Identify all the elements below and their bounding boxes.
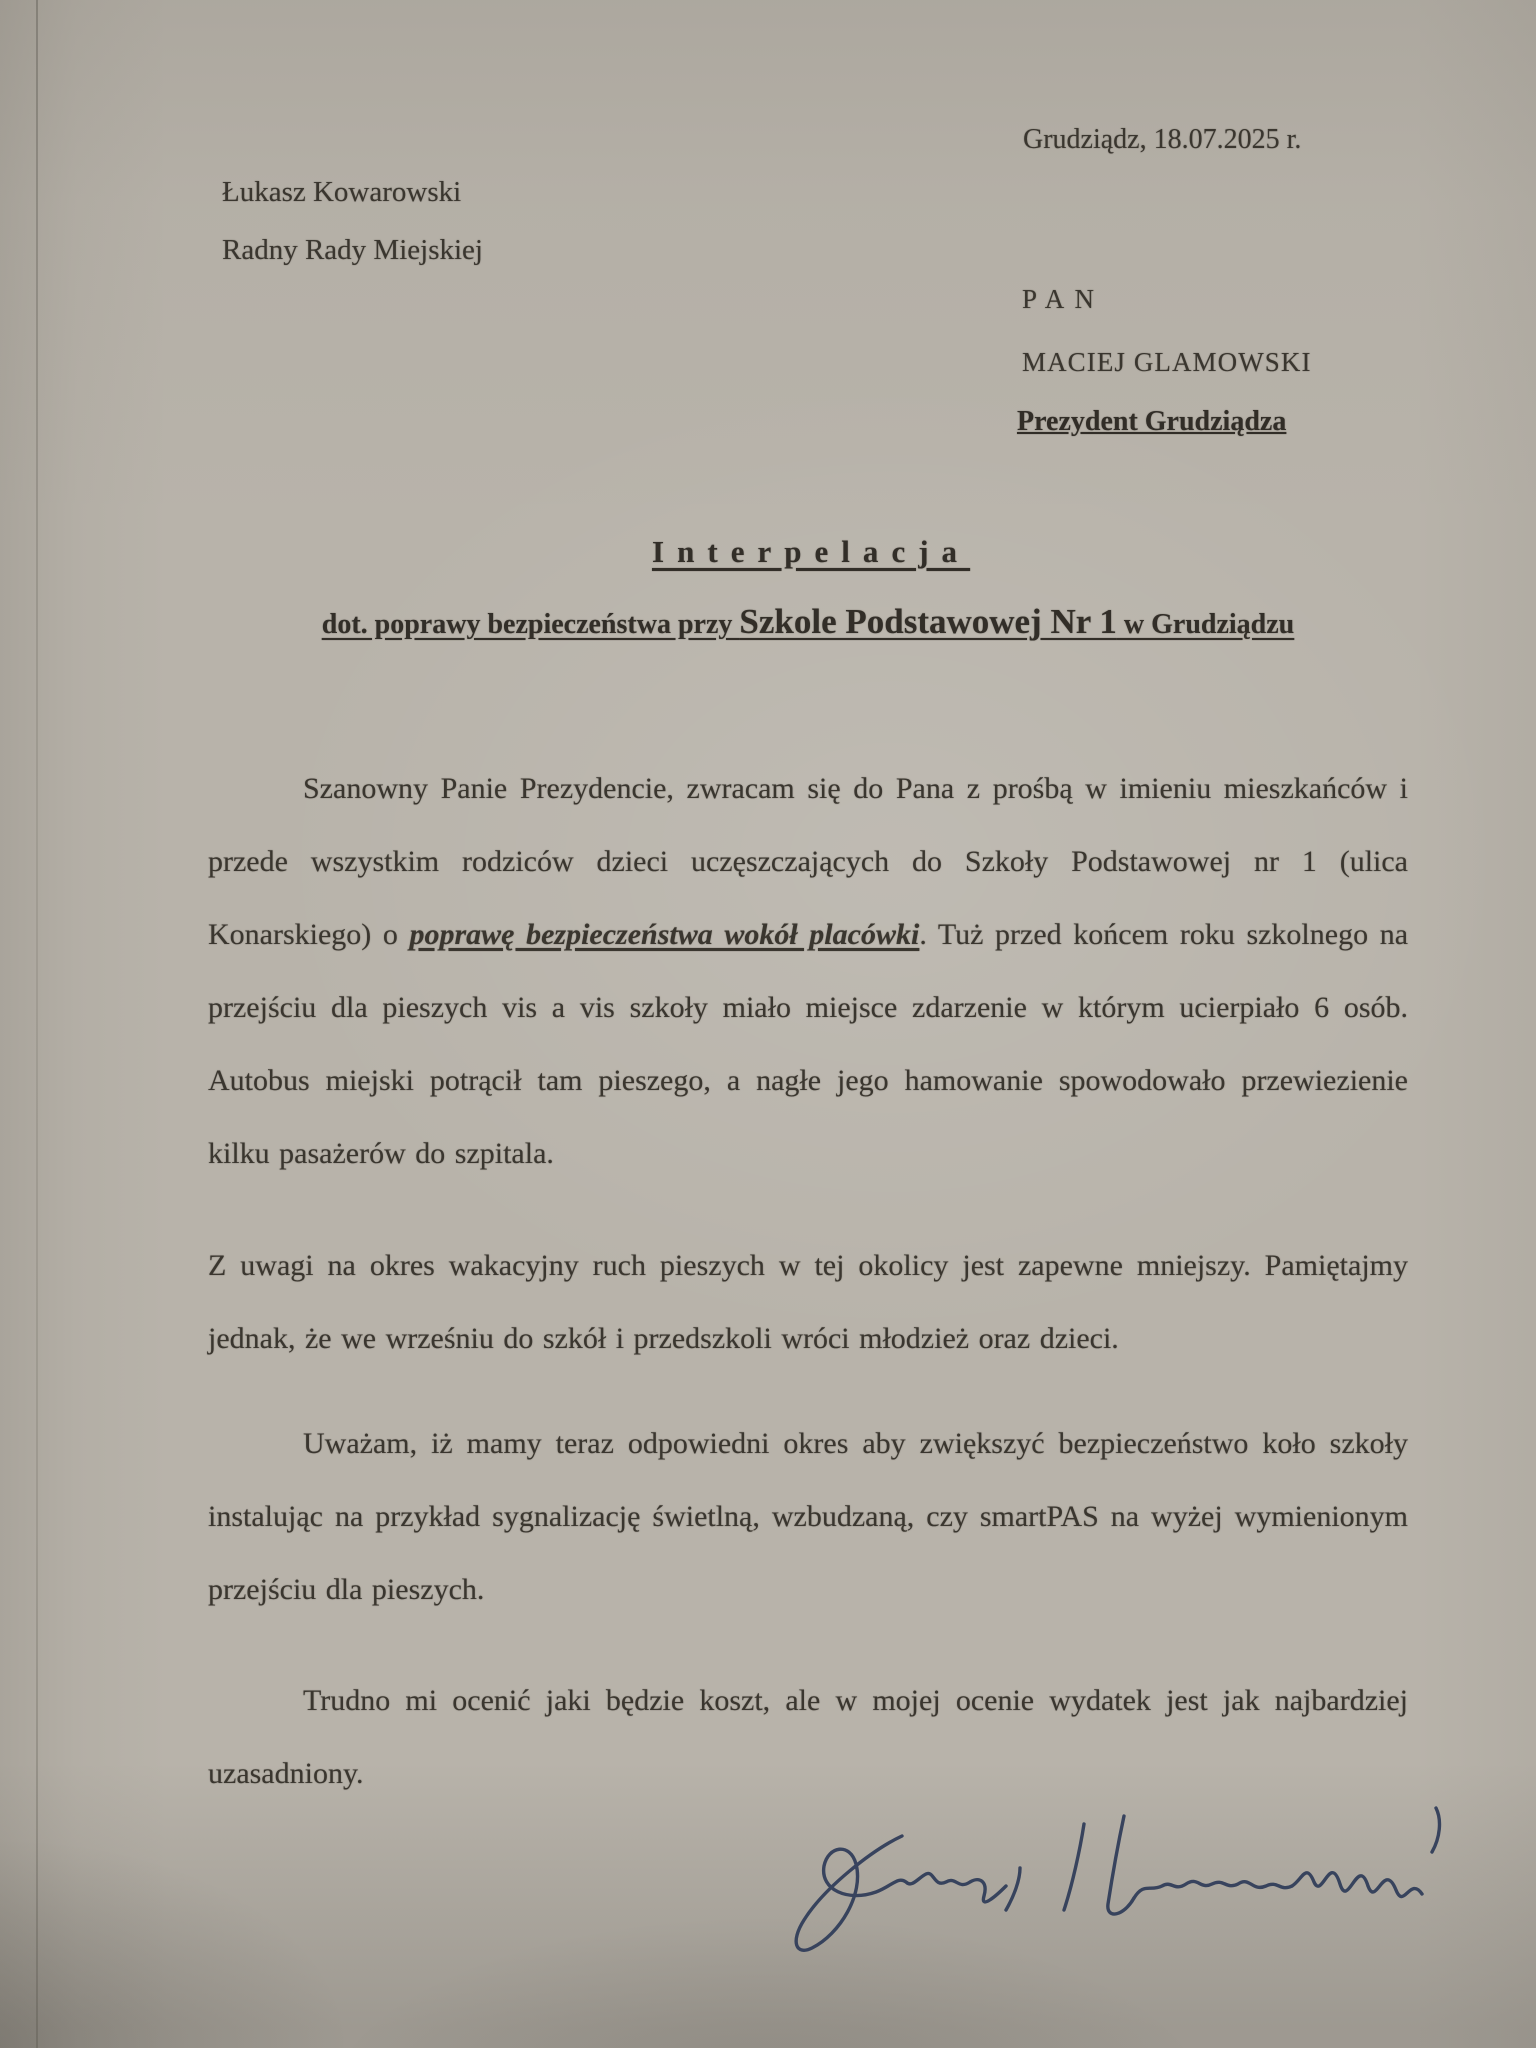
paragraph-text: Szanowny Panie Prezydencie, zwracam się do Pana z prośbą w imieniu mieszkańców i przede wszystkim rodziców dzieci uczęszczających do Szkoły Podstawowej nr 1 (ulica Konarskiego) o bbox=[208, 772, 1408, 951]
body-paragraph-2 bbox=[208, 1229, 1408, 1375]
paragraph-text: Z uwagi na okres wakacyjny ruch pieszych w tej okolicy jest zapewne mniejszy. Pamiętajmy jednak, że we wrześniu do szkół i przedszkoli wróci młodzież oraz dzieci. bbox=[208, 1249, 1408, 1355]
paper-crease bbox=[36, 0, 38, 2048]
body-paragraph-1 bbox=[208, 752, 1408, 1190]
sender-title: Radny Rady Miejskiej bbox=[222, 234, 483, 266]
paragraph-text: Trudno mi ocenić jaki będzie koszt, ale w mojej ocenie wydatek jest jak najbardziej uzasadniony. bbox=[208, 1684, 1408, 1790]
paragraph-emphasis: poprawę bezpieczeństwa wokół placówki bbox=[409, 918, 920, 951]
body-paragraph-3 bbox=[208, 1407, 1408, 1626]
body-paragraph-4 bbox=[208, 1664, 1408, 1810]
recipient-title: Prezydent Grudziądza bbox=[1017, 406, 1287, 437]
recipient-name: MACIEJ GLAMOWSKI bbox=[1022, 347, 1312, 377]
recipient-salutation: PAN bbox=[1022, 284, 1105, 314]
date-line: Grudziądz, 18.07.2025 r. bbox=[1023, 124, 1302, 155]
subject-suffix: w Grudziądzu bbox=[1116, 609, 1295, 640]
letter-title: Interpelacja bbox=[652, 534, 971, 569]
paragraph-text: . Tuż przed końcem roku szkolnego na przejściu dla pieszych vis a vis szkoły miało miejsce zdarzenie w którym ucierpiało 6 osób. Autobus miejski potrącił tam pieszego, a nagłe jego hamowanie spowodowało przewiezienie kilku pasażerów do szpitala. bbox=[208, 918, 1409, 1170]
sender-name: Łukasz Kowarowski bbox=[222, 176, 462, 208]
paragraph-text: Uważam, iż mamy teraz odpowiedni okres aby zwiększyć bezpieczeństwo koło szkoły instalując na przykład sygnalizację świetlną, wzbudzaną, czy smartPAS na wyżej wymienionym przejściu dla pieszych. bbox=[208, 1427, 1408, 1606]
subject-line bbox=[208, 602, 1408, 642]
handwritten-signature bbox=[752, 1798, 1468, 1978]
subject-emphasis: Szkole Podstawowej Nr 1 bbox=[739, 602, 1117, 641]
subject-prefix: dot. poprawy bezpieczeństwa przy bbox=[321, 609, 740, 640]
